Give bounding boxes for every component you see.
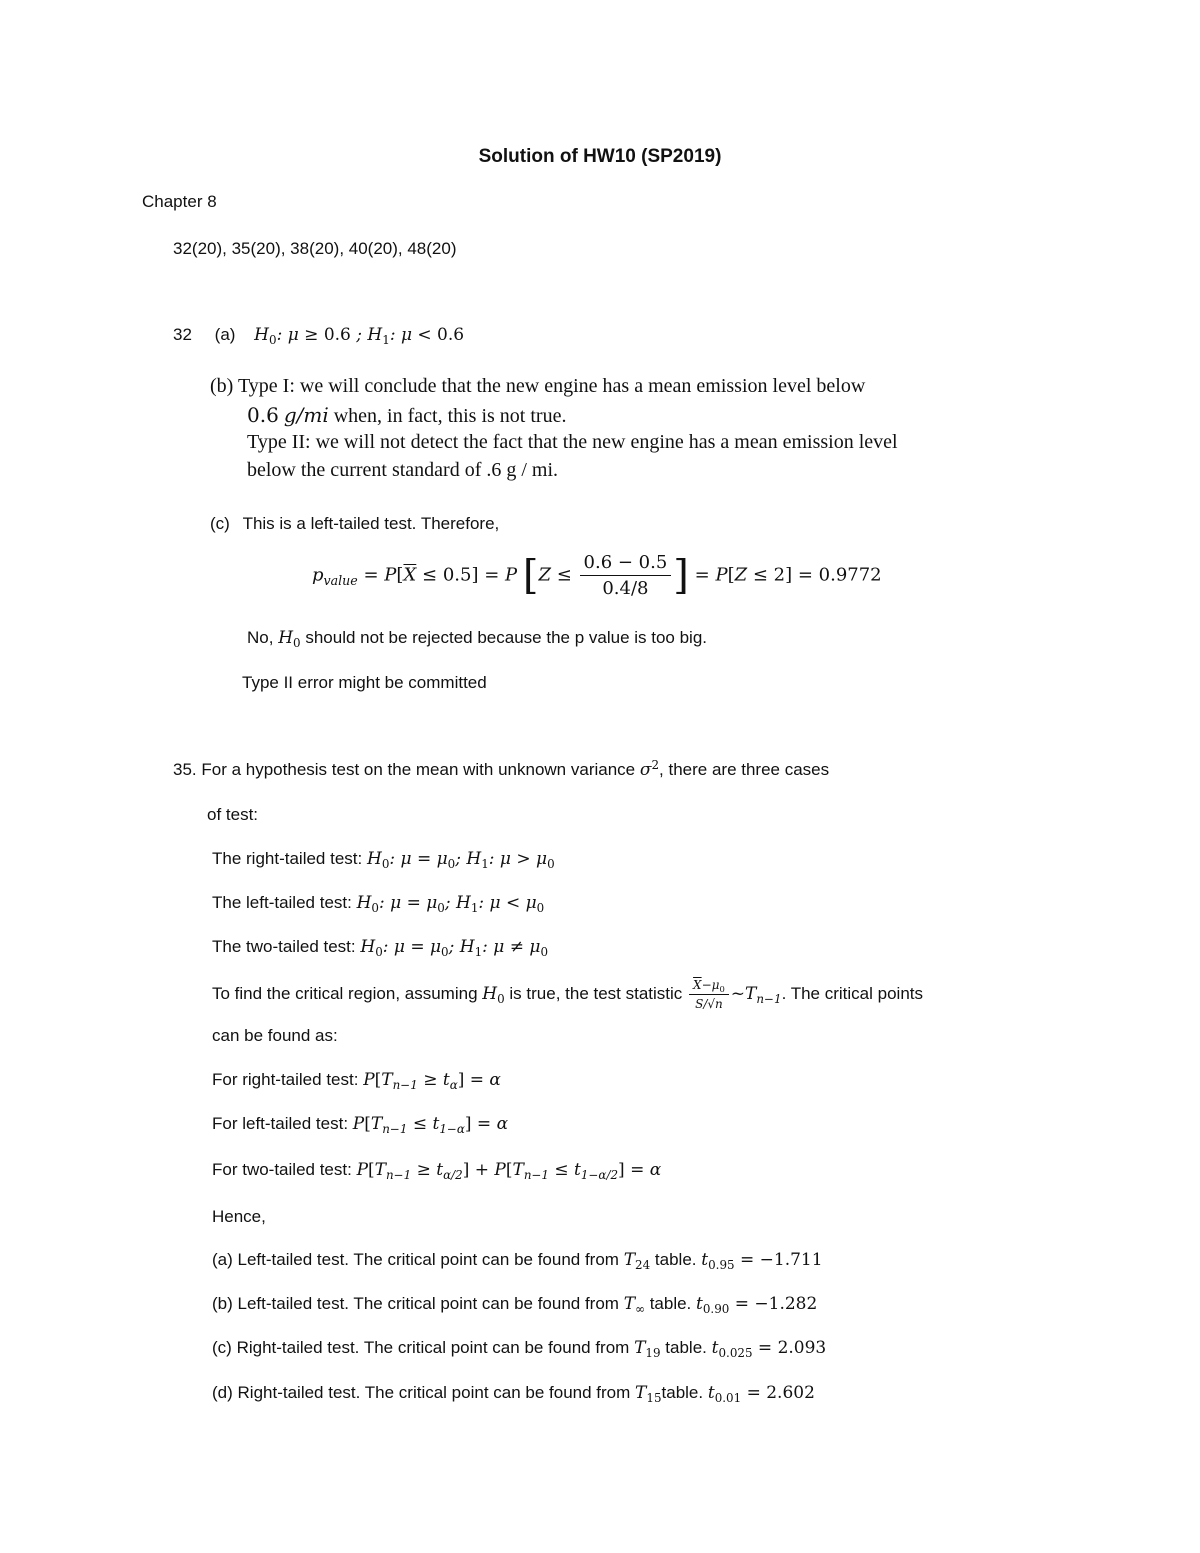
problem-32-b-label: (b) [210, 375, 234, 397]
for-right-label: For right-tailed test: [212, 1070, 359, 1089]
problem-35-intro-text-end: , there are three cases [659, 760, 830, 779]
problem-32-c [210, 514, 499, 534]
for-left-label: For left-tailed test: [212, 1114, 349, 1133]
answer-text: Left-tailed test. The critical point can be found from [237, 1250, 619, 1269]
problem-32-a-label: (a) [214, 325, 236, 344]
emission-units: g/mi [283, 403, 329, 427]
answer-text: Right-tailed test. The critical point can be found from [237, 1383, 631, 1402]
left-tailed-test [212, 893, 545, 916]
critical-value: $t_{0.90} = -1.282$ [696, 1294, 818, 1317]
hence-label: Hence, [212, 1207, 266, 1226]
problem-35-number: 35. [173, 760, 197, 779]
conclusion-no: No, [247, 628, 274, 647]
test-statistic-fraction: $\frac{\overline{X}-\mu_0}{S/√n}$ [689, 978, 729, 1011]
t-distribution: $\sim T_{n-1}$ [730, 983, 782, 1007]
answer-suffix: table. [654, 1250, 697, 1269]
answer-suffix: table. [665, 1338, 707, 1357]
critical-value: $t_{0.01} = 2.602$ [707, 1383, 815, 1406]
critical-region-mid: is true, the test statistic [509, 983, 683, 1003]
sigma-squared: $\sigma^2$ [639, 758, 660, 780]
critical-region-post: . The critical points [781, 983, 923, 1003]
page-title: Solution of HW10 (SP2019) [478, 146, 722, 167]
type-ii-text: Type II: we will not detect the fact that the new engine has a mean emission level [247, 431, 898, 453]
table-symbol: $T_{19}$ [634, 1338, 661, 1361]
left-tailed-hypotheses: $H_0$: $\mu = \mu_0$; $H_1$: $\mu < \mu_0$ [356, 893, 545, 916]
problem-32-a [173, 325, 465, 348]
critical-value: $t_{0.025} = 2.093$ [711, 1338, 827, 1361]
right-tailed-formula: For right-tailed test: $P[T_{n-1} \ge t_\alpha] = \alpha$ [212, 1070, 501, 1093]
table-symbol: $T_{15}$ [635, 1383, 662, 1406]
critical-region-cont: can be found as: [212, 1026, 338, 1045]
critical-value: $t_{0.95} = -1.711$ [701, 1250, 823, 1273]
problem-list: 32(20), 35(20), 38(20), 40(20), 48(20) [173, 239, 457, 258]
right-tailed-label: The right-tailed test: [212, 849, 363, 868]
answer-label: (c) [212, 1338, 232, 1357]
type-i-text: Type I: we will conclude that the new engine has a mean emission level below [237, 375, 866, 397]
answer-d [212, 1383, 815, 1406]
type-i-text-cont: when, in fact, this is not true. [333, 405, 567, 427]
table-symbol: $T_\infty$ [623, 1294, 645, 1317]
chapter-label: Chapter 8 [142, 192, 217, 211]
problem-35-intro-text: For a hypothesis test on the mean with unknown variance [201, 760, 636, 779]
answer-suffix: table. [661, 1383, 704, 1402]
right-tailed-hypotheses: $H_0$: $\mu = \mu_0$; $H_1$: $\mu > \mu_0$ [366, 849, 555, 872]
answer-label: (d) [212, 1383, 233, 1402]
emission-value: 0.6 [247, 403, 279, 427]
problem-35-intro-cont: of test: [207, 805, 259, 824]
hypothesis-32a: $H_0$: μ ≥ 0.6 ; $H_1$: μ < 0.6 [254, 325, 465, 348]
critical-region-pre: To find the critical region, assuming [212, 983, 478, 1003]
type-ii-error-note: Type II error might be committed [242, 673, 487, 692]
table-symbol: $T_{24}$ [623, 1250, 651, 1273]
answer-label: (a) [212, 1250, 233, 1269]
for-two-label: For two-tailed test: [212, 1160, 352, 1179]
answer-label: (b) [212, 1294, 233, 1313]
h0-symbol: $H_0$ [482, 983, 505, 1007]
critical-region-text [212, 978, 923, 1011]
left-tailed-label: The left-tailed test: [212, 893, 352, 912]
problem-32-b-line2 [247, 403, 566, 428]
conclusion-text: should not be rejected because the p value is too big. [305, 628, 708, 647]
answer-text: Left-tailed test. The critical point can be found from [237, 1294, 619, 1313]
answer-text: Right-tailed test. The critical point can be found from [236, 1338, 630, 1357]
two-tailed-test [212, 937, 549, 960]
two-tailed-label: The two-tailed test: [212, 937, 356, 956]
p-value-equation: $p_{value} = P[\overline{X} \le 0.5] = P$ [Z ≤ $\frac{0.6 - 0.5}{0.4/8}$ ] = P[Z ≤ 2] = 0.9772 [312, 552, 882, 599]
right-tailed-test [212, 849, 555, 872]
two-tailed-formula: For two-tailed test: $P[T_{n-1} \ge t_{\alpha/2}] + P[T_{n-1} \le t_{1-\alpha/2}] = \alpha$ [212, 1160, 662, 1183]
answer-b [212, 1294, 818, 1317]
left-tailed-formula: For left-tailed test: $P[T_{n-1} \le t_{1-\alpha}] = \alpha$ [212, 1114, 509, 1137]
two-tailed-hypotheses: $H_0$: $\mu = \mu_0$; $H_1$: $\mu \ne \mu_0$ [360, 937, 549, 960]
h0-symbol: $H_0$ [278, 628, 301, 651]
problem-32-b-line1 [210, 375, 865, 398]
answer-c [212, 1338, 827, 1361]
problem-35-intro [173, 760, 829, 780]
left-tailed-statement: This is a left-tailed test. Therefore, [242, 514, 500, 533]
answer-suffix: table. [649, 1294, 692, 1313]
conclusion-32c [247, 628, 708, 651]
problem-32-c-label: (c) [210, 514, 230, 533]
problem-32-number: 32 [173, 325, 192, 344]
answer-a [212, 1250, 823, 1273]
type-ii-text-cont: below the current standard of .6 g / mi. [247, 459, 559, 481]
